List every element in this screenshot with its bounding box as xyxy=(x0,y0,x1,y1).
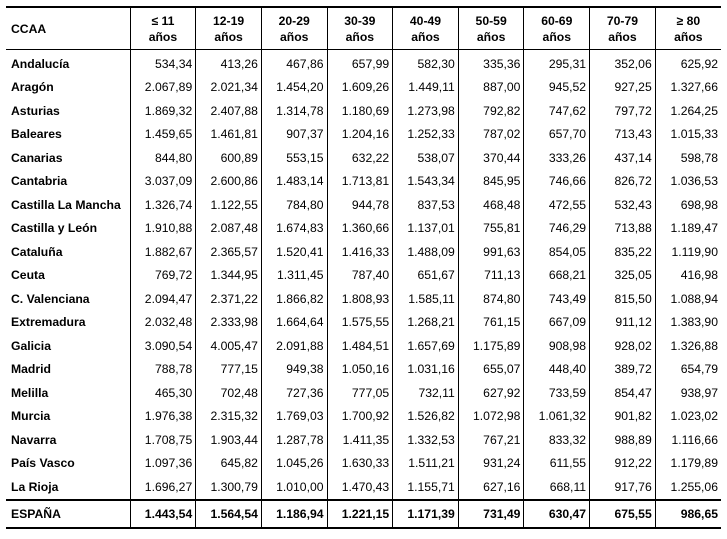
region-name-cell: Melilla xyxy=(11,385,49,400)
value-cell: 1.696,27 xyxy=(130,475,196,500)
value-cell: 938,97 xyxy=(655,381,721,405)
value-cell: 901,82 xyxy=(590,405,656,429)
value-cell: 534,34 xyxy=(130,50,196,76)
region-name-cell: Andalucía xyxy=(11,56,70,71)
value-cell: 1.484,51 xyxy=(327,334,393,358)
column-header-unit: años xyxy=(674,29,703,44)
table-row xyxy=(6,405,721,429)
region-name-cell: País Vasco xyxy=(11,456,75,471)
value-cell: 837,53 xyxy=(393,193,459,217)
table-row xyxy=(6,170,721,194)
value-cell: 2.094,47 xyxy=(130,287,196,311)
value-cell: 1.383,90 xyxy=(655,311,721,335)
total-value-cell: 1.186,94 xyxy=(261,500,327,528)
value-cell: 2.032,48 xyxy=(130,311,196,335)
value-cell: 467,86 xyxy=(261,50,327,76)
value-cell: 1.023,02 xyxy=(655,405,721,429)
value-cell: 787,40 xyxy=(327,264,393,288)
value-cell: 627,92 xyxy=(458,381,524,405)
table-row xyxy=(6,264,721,288)
value-cell: 538,07 xyxy=(393,146,459,170)
region-name-cell: Canarias xyxy=(11,150,63,165)
column-header xyxy=(130,7,196,50)
value-cell: 1.575,55 xyxy=(327,311,393,335)
value-cell: 761,15 xyxy=(458,311,524,335)
value-cell: 1.015,33 xyxy=(655,123,721,147)
value-cell: 1.808,93 xyxy=(327,287,393,311)
value-cell: 632,22 xyxy=(327,146,393,170)
value-cell: 413,26 xyxy=(196,50,262,76)
column-header-range: ≤ 11 xyxy=(151,13,175,28)
value-cell: 1.869,32 xyxy=(130,99,196,123)
table-row xyxy=(6,123,721,147)
value-cell: 711,13 xyxy=(458,264,524,288)
table-row xyxy=(6,475,721,500)
column-header xyxy=(327,7,393,50)
column-header xyxy=(458,7,524,50)
value-cell: 2.091,88 xyxy=(261,334,327,358)
region-name-cell: Ceuta xyxy=(11,268,45,283)
value-cell: 600,89 xyxy=(196,146,262,170)
value-cell: 784,80 xyxy=(261,193,327,217)
value-cell: 582,30 xyxy=(393,50,459,76)
value-cell: 991,63 xyxy=(458,240,524,264)
value-cell: 1.470,43 xyxy=(327,475,393,500)
value-cell: 1.708,75 xyxy=(130,428,196,452)
value-cell: 908,98 xyxy=(524,334,590,358)
column-header-range: 40-49 xyxy=(409,13,442,28)
value-cell: 654,79 xyxy=(655,358,721,382)
region-name-cell: Madrid xyxy=(11,362,51,377)
value-cell: 1.061,32 xyxy=(524,405,590,429)
region-name-cell: Castilla La Mancha xyxy=(11,197,121,212)
value-cell: 835,22 xyxy=(590,240,656,264)
value-cell: 727,36 xyxy=(261,381,327,405)
value-cell: 2.600,86 xyxy=(196,170,262,194)
value-cell: 713,88 xyxy=(590,217,656,241)
region-name-cell: Navarra xyxy=(11,432,57,447)
value-cell: 1.327,66 xyxy=(655,76,721,100)
table-body xyxy=(6,50,721,500)
column-header-ccaa: CCAA xyxy=(6,7,130,50)
value-cell: 1.300,79 xyxy=(196,475,262,500)
value-cell: 1.326,74 xyxy=(130,193,196,217)
value-cell: 797,72 xyxy=(590,99,656,123)
value-cell: 1.360,66 xyxy=(327,217,393,241)
value-cell: 1.511,21 xyxy=(393,452,459,476)
value-cell: 1.311,45 xyxy=(261,264,327,288)
table-row xyxy=(6,334,721,358)
value-cell: 1.072,98 xyxy=(458,405,524,429)
column-header-unit: años xyxy=(542,29,571,44)
value-cell: 844,80 xyxy=(130,146,196,170)
value-cell: 755,81 xyxy=(458,217,524,241)
value-cell: 668,11 xyxy=(524,475,590,500)
total-value-cell: 986,65 xyxy=(655,500,721,528)
value-cell: 1.122,55 xyxy=(196,193,262,217)
column-header-range: ≥ 80 xyxy=(676,13,701,28)
value-cell: 833,32 xyxy=(524,428,590,452)
table-row xyxy=(6,381,721,405)
value-cell: 944,78 xyxy=(327,193,393,217)
column-header-unit: años xyxy=(411,29,440,44)
value-cell: 1.483,14 xyxy=(261,170,327,194)
column-header-range: 30-39 xyxy=(344,13,376,28)
value-cell: 1.050,16 xyxy=(327,358,393,382)
value-cell: 448,40 xyxy=(524,358,590,382)
header-row xyxy=(6,7,721,50)
value-cell: 1.488,09 xyxy=(393,240,459,264)
value-cell: 2.333,98 xyxy=(196,311,262,335)
value-cell: 1.411,35 xyxy=(327,428,393,452)
region-name-cell: Aragón xyxy=(11,80,54,95)
data-table xyxy=(6,6,721,529)
value-cell: 854,05 xyxy=(524,240,590,264)
column-header xyxy=(196,7,262,50)
table-row xyxy=(6,428,721,452)
value-cell: 815,50 xyxy=(590,287,656,311)
value-cell: 777,15 xyxy=(196,358,262,382)
total-value-cell: 1.564,54 xyxy=(196,500,262,528)
column-header xyxy=(524,7,590,50)
value-cell: 1.674,83 xyxy=(261,217,327,241)
value-cell: 1.268,21 xyxy=(393,311,459,335)
value-cell: 732,11 xyxy=(393,381,459,405)
column-header xyxy=(655,7,721,50)
value-cell: 911,12 xyxy=(590,311,656,335)
value-cell: 702,48 xyxy=(196,381,262,405)
column-header-range: 50-59 xyxy=(475,13,507,28)
value-cell: 655,07 xyxy=(458,358,524,382)
region-name-cell: La Rioja xyxy=(11,479,59,494)
value-cell: 1.910,88 xyxy=(130,217,196,241)
table-row xyxy=(6,452,721,476)
value-cell: 1.326,88 xyxy=(655,334,721,358)
value-cell: 747,62 xyxy=(524,99,590,123)
value-cell: 1.630,33 xyxy=(327,452,393,476)
region-name-cell: Asturias xyxy=(11,103,60,118)
region-name-cell: Baleares xyxy=(11,127,62,142)
region-name-cell: Cantabria xyxy=(11,174,68,189)
value-cell: 1.416,33 xyxy=(327,240,393,264)
value-cell: 1.585,11 xyxy=(393,287,459,311)
value-cell: 2.067,89 xyxy=(130,76,196,100)
value-cell: 787,02 xyxy=(458,123,524,147)
column-header-unit: años xyxy=(148,29,178,44)
column-header-unit: años xyxy=(608,29,637,44)
value-cell: 874,80 xyxy=(458,287,524,311)
value-cell: 1.520,41 xyxy=(261,240,327,264)
total-name-cell: ESPAÑA xyxy=(6,500,130,528)
column-header-unit: años xyxy=(476,29,506,44)
value-cell: 1.097,36 xyxy=(130,452,196,476)
value-cell: 325,05 xyxy=(590,264,656,288)
value-cell: 1.454,20 xyxy=(261,76,327,100)
value-cell: 1.866,82 xyxy=(261,287,327,311)
value-cell: 1.189,47 xyxy=(655,217,721,241)
value-cell: 2.365,57 xyxy=(196,240,262,264)
value-cell: 668,21 xyxy=(524,264,590,288)
value-cell: 3.090,54 xyxy=(130,334,196,358)
value-cell: 928,02 xyxy=(590,334,656,358)
table-row xyxy=(6,146,721,170)
column-header xyxy=(393,7,459,50)
total-value-cell: 1.443,54 xyxy=(130,500,196,528)
column-header-range: 70-79 xyxy=(606,13,638,28)
column-header-unit: años xyxy=(214,29,243,44)
value-cell: 746,66 xyxy=(524,170,590,194)
value-cell: 1.903,44 xyxy=(196,428,262,452)
region-name-cell: Extremadura xyxy=(11,315,86,330)
value-cell: 1.036,53 xyxy=(655,170,721,194)
value-cell: 1.769,03 xyxy=(261,405,327,429)
value-cell: 931,24 xyxy=(458,452,524,476)
value-cell: 657,70 xyxy=(524,123,590,147)
value-cell: 1.045,26 xyxy=(261,452,327,476)
value-cell: 1.543,34 xyxy=(393,170,459,194)
value-cell: 625,92 xyxy=(655,50,721,76)
region-name-cell: C. Valenciana xyxy=(11,291,90,306)
value-cell: 1.273,98 xyxy=(393,99,459,123)
region-name-cell: Galicia xyxy=(11,338,51,353)
value-cell: 370,44 xyxy=(458,146,524,170)
value-cell: 1.155,71 xyxy=(393,475,459,500)
table-header xyxy=(6,7,721,50)
total-value-cell: 1.171,39 xyxy=(393,500,459,528)
value-cell: 472,55 xyxy=(524,193,590,217)
column-header-unit: años xyxy=(345,29,375,44)
value-cell: 788,78 xyxy=(130,358,196,382)
value-cell: 1.088,94 xyxy=(655,287,721,311)
value-cell: 1.976,38 xyxy=(130,405,196,429)
value-cell: 907,37 xyxy=(261,123,327,147)
value-cell: 949,38 xyxy=(261,358,327,382)
value-cell: 1.255,06 xyxy=(655,475,721,500)
value-cell: 598,78 xyxy=(655,146,721,170)
region-name-cell: Murcia xyxy=(11,409,51,424)
value-cell: 1.664,64 xyxy=(261,311,327,335)
value-cell: 945,52 xyxy=(524,76,590,100)
value-cell: 1.204,16 xyxy=(327,123,393,147)
region-name-cell: Castilla y León xyxy=(11,221,98,236)
value-cell: 1.459,65 xyxy=(130,123,196,147)
value-cell: 1.287,78 xyxy=(261,428,327,452)
total-value-cell: 675,55 xyxy=(590,500,656,528)
value-cell: 667,09 xyxy=(524,311,590,335)
value-cell: 1.314,78 xyxy=(261,99,327,123)
table-footer xyxy=(6,500,721,528)
value-cell: 767,21 xyxy=(458,428,524,452)
value-cell: 352,06 xyxy=(590,50,656,76)
value-cell: 2.371,22 xyxy=(196,287,262,311)
value-cell: 4.005,47 xyxy=(196,334,262,358)
value-cell: 1.252,33 xyxy=(393,123,459,147)
value-cell: 645,82 xyxy=(196,452,262,476)
table-row xyxy=(6,193,721,217)
value-cell: 746,29 xyxy=(524,217,590,241)
value-cell: 713,43 xyxy=(590,123,656,147)
value-cell: 733,59 xyxy=(524,381,590,405)
value-cell: 295,31 xyxy=(524,50,590,76)
value-cell: 437,14 xyxy=(590,146,656,170)
table-row xyxy=(6,99,721,123)
value-cell: 2.087,48 xyxy=(196,217,262,241)
value-cell: 1.713,81 xyxy=(327,170,393,194)
table-row xyxy=(6,358,721,382)
value-cell: 532,43 xyxy=(590,193,656,217)
value-cell: 1.180,69 xyxy=(327,99,393,123)
value-cell: 3.037,09 xyxy=(130,170,196,194)
value-cell: 1.700,92 xyxy=(327,405,393,429)
value-cell: 743,49 xyxy=(524,287,590,311)
value-cell: 627,16 xyxy=(458,475,524,500)
column-header-range: 60-69 xyxy=(541,13,573,28)
table-row xyxy=(6,240,721,264)
value-cell: 333,26 xyxy=(524,146,590,170)
value-cell: 553,15 xyxy=(261,146,327,170)
value-cell: 792,82 xyxy=(458,99,524,123)
value-cell: 1.175,89 xyxy=(458,334,524,358)
value-cell: 1.332,53 xyxy=(393,428,459,452)
value-cell: 988,89 xyxy=(590,428,656,452)
region-name-cell: Cataluña xyxy=(11,244,63,259)
value-cell: 769,72 xyxy=(130,264,196,288)
table-row xyxy=(6,50,721,76)
total-value-cell: 630,47 xyxy=(524,500,590,528)
value-cell: 2.315,32 xyxy=(196,405,262,429)
column-header-range: 12-19 xyxy=(212,13,245,28)
column-header xyxy=(590,7,656,50)
table-row xyxy=(6,287,721,311)
value-cell: 1.609,26 xyxy=(327,76,393,100)
value-cell: 389,72 xyxy=(590,358,656,382)
value-cell: 1.031,16 xyxy=(393,358,459,382)
value-cell: 1.264,25 xyxy=(655,99,721,123)
value-cell: 2.407,88 xyxy=(196,99,262,123)
value-cell: 1.449,11 xyxy=(393,76,459,100)
total-value-cell: 1.221,15 xyxy=(327,500,393,528)
value-cell: 845,95 xyxy=(458,170,524,194)
value-cell: 1.657,69 xyxy=(393,334,459,358)
value-cell: 917,76 xyxy=(590,475,656,500)
value-cell: 826,72 xyxy=(590,170,656,194)
value-cell: 1.137,01 xyxy=(393,217,459,241)
total-value-cell: 731,49 xyxy=(458,500,524,528)
column-header xyxy=(261,7,327,50)
value-cell: 912,22 xyxy=(590,452,656,476)
value-cell: 465,30 xyxy=(130,381,196,405)
value-cell: 1.119,90 xyxy=(655,240,721,264)
value-cell: 657,99 xyxy=(327,50,393,76)
value-cell: 416,98 xyxy=(655,264,721,288)
value-cell: 1.179,89 xyxy=(655,452,721,476)
value-cell: 611,55 xyxy=(524,452,590,476)
value-cell: 335,36 xyxy=(458,50,524,76)
value-cell: 1.461,81 xyxy=(196,123,262,147)
value-cell: 1.526,82 xyxy=(393,405,459,429)
value-cell: 1.882,67 xyxy=(130,240,196,264)
column-header-range: 20-29 xyxy=(278,13,310,28)
value-cell: 887,00 xyxy=(458,76,524,100)
value-cell: 854,47 xyxy=(590,381,656,405)
column-header-unit: años xyxy=(279,29,309,44)
value-cell: 468,48 xyxy=(458,193,524,217)
value-cell: 1.116,66 xyxy=(655,428,721,452)
value-cell: 1.010,00 xyxy=(261,475,327,500)
value-cell: 1.344,95 xyxy=(196,264,262,288)
value-cell: 698,98 xyxy=(655,193,721,217)
value-cell: 2.021,34 xyxy=(196,76,262,100)
value-cell: 927,25 xyxy=(590,76,656,100)
table-row xyxy=(6,217,721,241)
table-row xyxy=(6,76,721,100)
value-cell: 777,05 xyxy=(327,381,393,405)
table-row xyxy=(6,311,721,335)
value-cell: 651,67 xyxy=(393,264,459,288)
total-row xyxy=(6,500,721,528)
